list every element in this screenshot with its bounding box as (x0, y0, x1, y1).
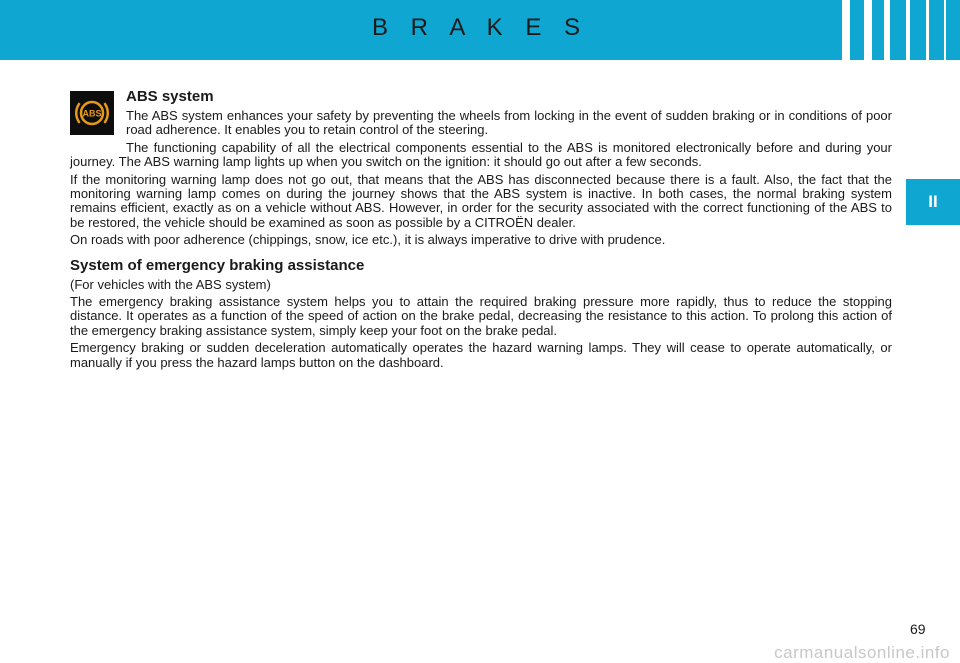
paragraph: On roads with poor adherence (chippings, snow, ice etc.), it is always imperative to drive with prudence. (70, 232, 666, 248)
header-stripe (884, 0, 890, 60)
paragraph: The ABS system enhances your safety by preventing the wheels from locking in the event of sudden braking or in conditions of poor road adherence. It enables you to retain control of the steering. (126, 108, 892, 138)
header-stripe (926, 0, 929, 60)
paragraph: The emergency braking assistance system helps you to attain the required braking pressure more rapidly, thus to reduce the stopping distance. It operates as a function of the speed of action on the brake pedal, decreasing the resistance to this action. To prolong this action of the emergency braking assistance system, simply keep your foot on the brake pedal. (70, 294, 892, 338)
chapter-tab[interactable]: II (906, 179, 960, 225)
header-stripe (944, 0, 946, 60)
page-content (70, 88, 892, 373)
header-bar (0, 0, 960, 60)
paragraph: The functioning capability of all the electrical components essential to the ABS is monitored electronically before and during your journey. The ABS warning lamp lights up when you switch on the ignition: it should go out after a few seconds. (70, 139, 892, 170)
watermark: carmanualsonline.info (774, 643, 950, 662)
paragraph: Emergency braking or sudden deceleration automatically operates the hazard warning lamps. They will cease to operate automatically, or manually if you press the hazard lamps button on the dashboard. (70, 340, 892, 370)
header-stripe (864, 0, 872, 60)
abs-icon-label: ABS (82, 108, 102, 119)
paragraph: If the monitoring warning lamp does not go out, that means that the ABS has disconnected because there is a fault. Also, the fact that the monitoring warning lamp comes on during the journey shows that the ABS system is inactive. In both cases, the normal braking system remains efficient, exactly as on a vehicle without ABS. However, in order for the security associated with the correct functioning of the ABS to be restored, the vehicle should be examined as soon as possible by a CITROËN dealer. (70, 171, 892, 230)
paragraph: (For vehicles with the ABS system) (70, 276, 271, 292)
page-title: B R A K E S (371, 14, 589, 41)
page-number: 69 (910, 621, 926, 637)
emergency-braking-section (70, 257, 892, 370)
abs-section-intro (126, 88, 892, 138)
section-title-abs: ABS system (126, 88, 214, 105)
header-stripe (906, 0, 910, 60)
section-title-emergency-braking: System of emergency braking assistance (70, 256, 365, 274)
header-stripe (842, 0, 850, 60)
